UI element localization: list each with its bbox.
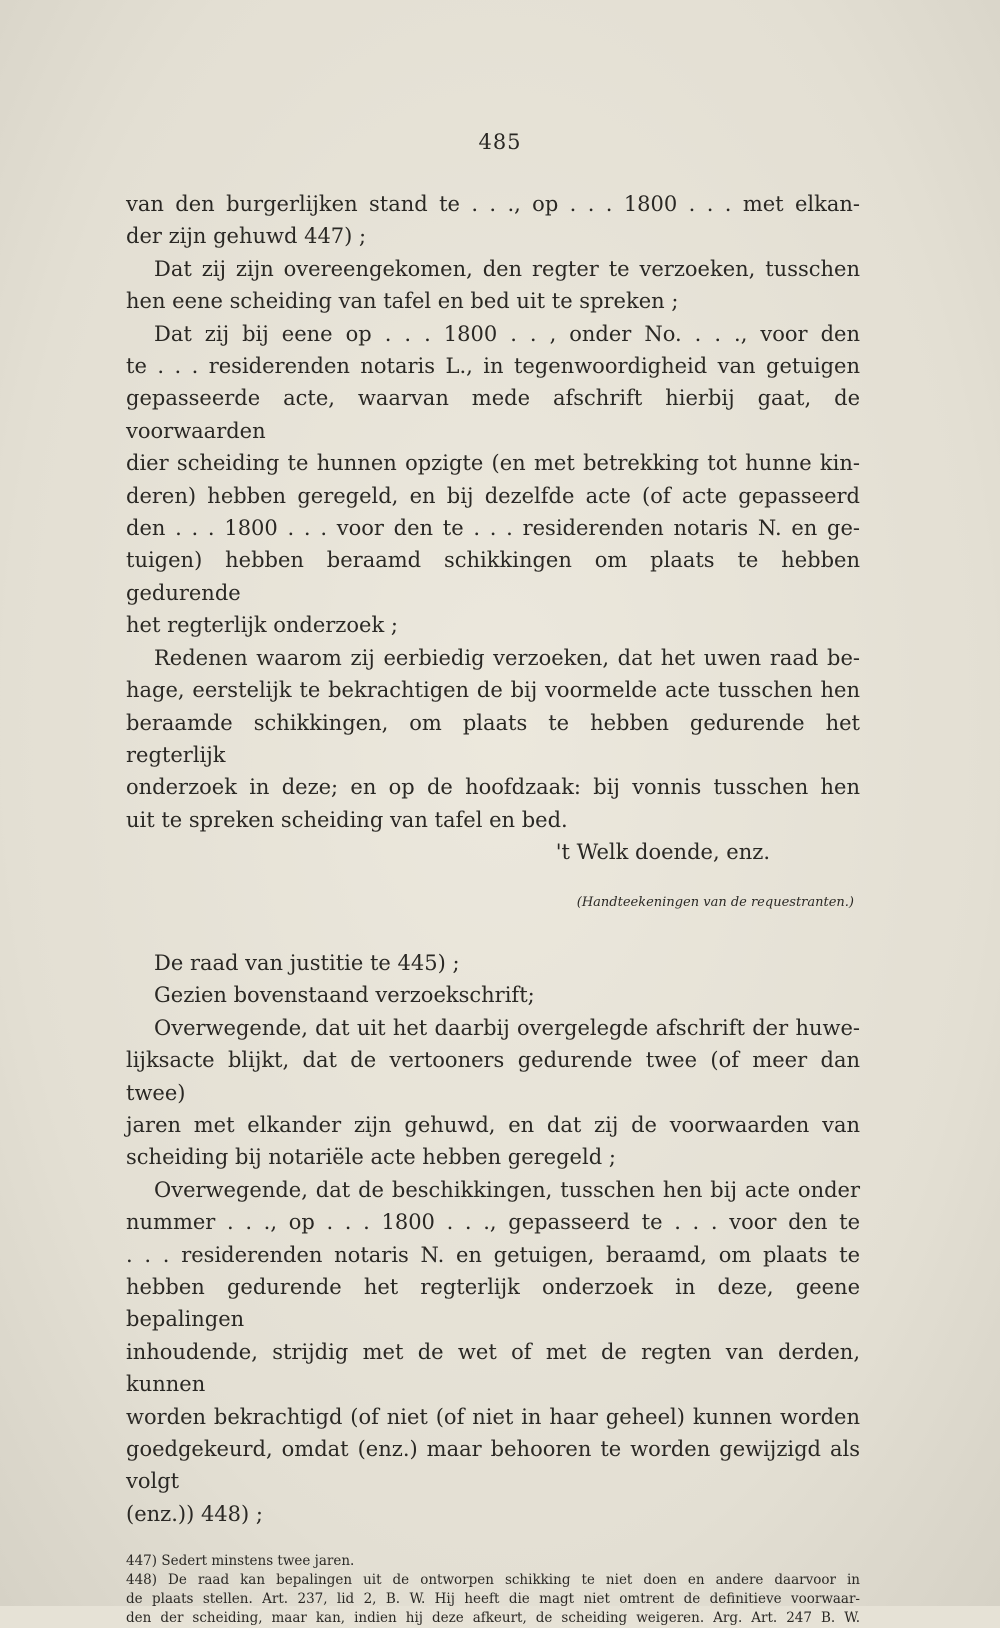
text-line: hen eene scheiding van tafel en bed uit te spreken ; [126, 289, 679, 314]
text-line: deren) hebben geregeld, en bij dezelfde acte (of acte gepasseerd [126, 483, 860, 508]
text-line: hage, eerstelijk te bekrachtigen de bij voormelde acte tusschen hen [126, 678, 860, 703]
text-line: tuigen) hebben beraamd schikkingen om plaats te hebben gedurende [126, 548, 860, 605]
text-line: den . . . 1800 . . . voor den te . . . residerenden notaris N. en ge- [126, 516, 860, 541]
text-line: Dat zij bij eene op . . . 1800 . . , onder No. . . ., voor den [154, 321, 860, 346]
text-line: te . . . residerenden notaris L., in tegenwoordigheid van getuigen [126, 354, 860, 379]
footnote-448: 448) De raad kan bepalingen uit de ontworpen schikking te niet doen en andere daarvoor in [126, 1572, 860, 1589]
text-line: van den burgerlijken stand te . . ., op . . . 1800 . . . met elkan- [126, 192, 860, 216]
text-line: worden bekrachtigd (of niet (of niet in haar geheel) kunnen worden [126, 1404, 860, 1429]
text-line: Overwegende, dat uit het daarbij overgelegde afschrift der huwe- [154, 1015, 860, 1040]
text-line: Overwegende, dat de beschikkingen, tusschen hen bij acte onder [154, 1177, 860, 1202]
text-line: nummer . . ., op . . . 1800 . . ., gepasseerd te . . . voor den te [126, 1210, 860, 1235]
text-line: scheiding bij notariële acte hebben geregeld ; [126, 1145, 616, 1170]
text-line: (enz.)) 448) ; [126, 1501, 263, 1526]
text-line: Gezien bovenstaand verzoekschrift; [154, 983, 535, 1008]
signature-note: (Handteekeningen van de requestranten.) [576, 894, 854, 910]
closing-formula: 't Welk doende, enz. [555, 840, 770, 865]
text-line: jaren met elkander zijn gehuwd, en dat zij de voorwaarden van [126, 1112, 860, 1137]
text-line: beraamde schikkingen, om plaats te hebben gedurende het regterlijk [126, 710, 860, 767]
body-text [126, 188, 860, 1628]
text-line: . . . residerenden notaris N. en getuigen, beraamd, om plaats te [126, 1242, 860, 1267]
text-line: inhoudende, strijdig met de wet of met de regten van derden, kunnen [126, 1339, 860, 1397]
footnote-448-cont: de plaats stellen. Art. 237, lid 2, B. W. Hij heeft die magt niet omtrent de definitieve voorwaar- [126, 1591, 860, 1608]
text-line: het regterlijk onderzoek ; [126, 613, 398, 638]
text-line: hebben gedurende het regterlijk onderzoek in deze, geene bepalingen [126, 1275, 860, 1332]
text-line: lijksacte blijkt, dat de vertooners gedurende twee (of meer dan twee) [126, 1048, 860, 1105]
decision-text [126, 947, 860, 1530]
text-line: uit te spreken scheiding van tafel en bed. [126, 807, 568, 832]
page-number: 485 [478, 130, 522, 154]
text-line: Redenen waarom zij eerbiedig verzoeken, dat het uwen raad be- [154, 645, 860, 670]
petition-text [126, 188, 860, 869]
text-line: De raad van justitie te 445) ; [154, 950, 460, 975]
text-line: onderzoek in deze; en op de hoofdzaak: bij vonnis tusschen hen [126, 775, 860, 800]
footnote-448-cont: den der scheiding, maar kan, indien hij deze afkeurt, de scheiding weigeren. Arg. Art. 247 B. W. [126, 1610, 860, 1627]
text-line: der zijn gehuwd 447) ; [126, 224, 367, 249]
text-line: dier scheiding te hunnen opzigte (en met betrekking tot hunne kin- [126, 451, 860, 476]
footnotes [126, 1552, 860, 1628]
text-line: gepasseerde acte, waarvan mede afschrift hierbij gaat, de voorwaarden [126, 386, 860, 443]
text-line: goedgekeurd, omdat (enz.) maar behooren te worden gewijzigd als volgt [126, 1437, 860, 1494]
text-line: Dat zij zijn overeengekomen, den regter te verzoeken, tusschen [154, 256, 860, 281]
footnote-447: 447) Sedert minstens twee jaren. [126, 1553, 355, 1570]
